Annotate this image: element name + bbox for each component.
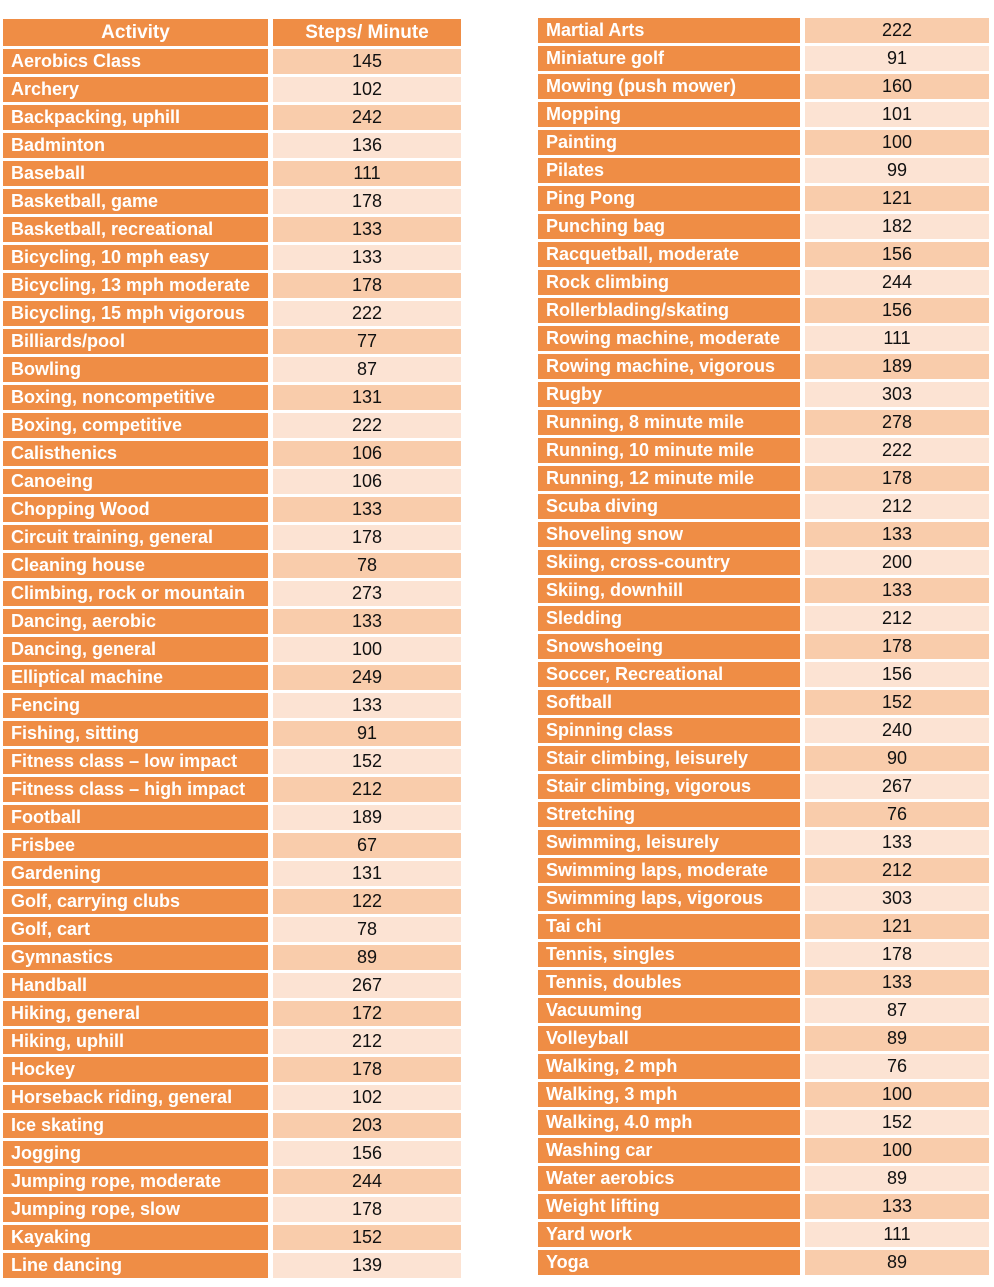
activity-cell: Water aerobics — [538, 1166, 800, 1191]
steps-cell: 240 — [805, 718, 989, 743]
table-row — [3, 861, 461, 886]
activity-cell: Football — [3, 805, 268, 830]
activity-cell: Handball — [3, 973, 268, 998]
activity-cell: Softball — [538, 690, 800, 715]
table-row — [538, 1026, 989, 1051]
activity-cell: Boxing, noncompetitive — [3, 385, 268, 410]
activity-cell: Skiing, downhill — [538, 578, 800, 603]
steps-cell: 156 — [273, 1141, 461, 1166]
table-row — [538, 1166, 989, 1191]
activity-cell: Jogging — [3, 1141, 268, 1166]
steps-cell: 222 — [273, 301, 461, 326]
table-row — [3, 749, 461, 774]
table-row — [538, 662, 989, 687]
steps-cell: 178 — [805, 466, 989, 491]
steps-cell: 156 — [805, 242, 989, 267]
activity-cell: Hiking, uphill — [3, 1029, 268, 1054]
activity-cell: Kayaking — [3, 1225, 268, 1250]
steps-cell: 121 — [805, 186, 989, 211]
activity-cell: Dancing, aerobic — [3, 609, 268, 634]
steps-cell: 102 — [273, 77, 461, 102]
table-row — [3, 1113, 461, 1138]
activity-cell: Swimming, leisurely — [538, 830, 800, 855]
table-row — [3, 385, 461, 410]
table-row — [3, 917, 461, 942]
activity-cell: Jumping rope, moderate — [3, 1169, 268, 1194]
activity-cell: Tennis, doubles — [538, 970, 800, 995]
activity-cell: Weight lifting — [538, 1194, 800, 1219]
table-row — [3, 245, 461, 270]
steps-cell: 122 — [273, 889, 461, 914]
steps-cell: 178 — [805, 942, 989, 967]
table-row — [3, 357, 461, 382]
activity-cell: Line dancing — [3, 1253, 268, 1278]
activity-cell: Racquetball, moderate — [538, 242, 800, 267]
table-row — [538, 606, 989, 631]
steps-cell: 89 — [273, 945, 461, 970]
steps-cell: 78 — [273, 553, 461, 578]
steps-cell: 102 — [273, 1085, 461, 1110]
activity-cell: Bowling — [3, 357, 268, 382]
activity-cell: Hiking, general — [3, 1001, 268, 1026]
table-row — [538, 886, 989, 911]
steps-cell: 133 — [805, 578, 989, 603]
table-row — [538, 74, 989, 99]
table-row — [3, 1057, 461, 1082]
table-row — [538, 550, 989, 575]
steps-cell: 121 — [805, 914, 989, 939]
activity-cell: Vacuuming — [538, 998, 800, 1023]
table-row — [538, 186, 989, 211]
activity-cell: Rowing machine, moderate — [538, 326, 800, 351]
activity-cell: Volleyball — [538, 1026, 800, 1051]
table-row — [3, 833, 461, 858]
table-row — [538, 466, 989, 491]
table-row — [3, 609, 461, 634]
activity-cell: Jumping rope, slow — [3, 1197, 268, 1222]
steps-cell: 189 — [805, 354, 989, 379]
activity-cell: Scuba diving — [538, 494, 800, 519]
steps-cell: 156 — [805, 662, 989, 687]
steps-cell: 133 — [273, 245, 461, 270]
activity-cell: Washing car — [538, 1138, 800, 1163]
steps-cell: 133 — [273, 693, 461, 718]
table-row — [538, 1194, 989, 1219]
activity-cell: Soccer, Recreational — [538, 662, 800, 687]
table-row — [538, 914, 989, 939]
steps-cell: 76 — [805, 1054, 989, 1079]
activity-cell: Basketball, recreational — [3, 217, 268, 242]
activity-cell: Swimming laps, moderate — [538, 858, 800, 883]
table-row — [3, 973, 461, 998]
table-row — [538, 242, 989, 267]
table-row — [538, 774, 989, 799]
activity-cell: Dancing, general — [3, 637, 268, 662]
activity-cell: Ice skating — [3, 1113, 268, 1138]
left-table-body — [3, 49, 461, 1278]
table-row — [3, 665, 461, 690]
table-row — [538, 102, 989, 127]
steps-cell: 244 — [805, 270, 989, 295]
steps-cell: 106 — [273, 469, 461, 494]
steps-cell: 178 — [273, 525, 461, 550]
table-row — [538, 634, 989, 659]
activity-cell: Painting — [538, 130, 800, 155]
steps-cell: 111 — [273, 161, 461, 186]
activity-cell: Aerobics Class — [3, 49, 268, 74]
table-row — [3, 553, 461, 578]
table-row — [538, 46, 989, 71]
table-row — [538, 690, 989, 715]
activity-cell: Fitness class – low impact — [3, 749, 268, 774]
activity-cell: Ping Pong — [538, 186, 800, 211]
steps-cell: 178 — [273, 1057, 461, 1082]
activity-cell: Running, 12 minute mile — [538, 466, 800, 491]
activity-cell: Yoga — [538, 1250, 800, 1275]
activity-cell: Gardening — [3, 861, 268, 886]
steps-cell: 99 — [805, 158, 989, 183]
steps-cell: 178 — [273, 189, 461, 214]
table-row — [538, 382, 989, 407]
table-row — [3, 525, 461, 550]
right-table-body — [538, 18, 989, 1275]
activity-cell: Walking, 3 mph — [538, 1082, 800, 1107]
steps-column-header: Steps/ Minute — [273, 19, 461, 46]
steps-cell: 278 — [805, 410, 989, 435]
steps-cell: 89 — [805, 1250, 989, 1275]
steps-cell: 87 — [273, 357, 461, 382]
steps-table-right — [533, 15, 994, 1278]
activity-cell: Stair climbing, leisurely — [538, 746, 800, 771]
activity-cell: Boxing, competitive — [3, 413, 268, 438]
activity-cell: Golf, cart — [3, 917, 268, 942]
activity-cell: Baseball — [3, 161, 268, 186]
table-row — [538, 18, 989, 43]
steps-cell: 178 — [273, 273, 461, 298]
steps-cell: 90 — [805, 746, 989, 771]
steps-cell: 111 — [805, 326, 989, 351]
steps-cell: 189 — [273, 805, 461, 830]
steps-cell: 212 — [273, 1029, 461, 1054]
steps-cell: 242 — [273, 105, 461, 130]
steps-cell: 178 — [273, 1197, 461, 1222]
activity-cell: Stair climbing, vigorous — [538, 774, 800, 799]
steps-cell: 152 — [273, 749, 461, 774]
activity-cell: Walking, 2 mph — [538, 1054, 800, 1079]
table-row — [538, 158, 989, 183]
steps-cell: 267 — [805, 774, 989, 799]
activity-cell: Frisbee — [3, 833, 268, 858]
activity-cell: Canoeing — [3, 469, 268, 494]
steps-cell: 172 — [273, 1001, 461, 1026]
steps-cell: 87 — [805, 998, 989, 1023]
activity-cell: Swimming laps, vigorous — [538, 886, 800, 911]
table-row — [538, 1110, 989, 1135]
activity-cell: Circuit training, general — [3, 525, 268, 550]
activity-cell: Sledding — [538, 606, 800, 631]
table-row — [538, 270, 989, 295]
table-row — [3, 945, 461, 970]
table-row — [3, 777, 461, 802]
steps-cell: 89 — [805, 1026, 989, 1051]
table-row — [538, 298, 989, 323]
activity-cell: Horseback riding, general — [3, 1085, 268, 1110]
table-row — [3, 1001, 461, 1026]
steps-cell: 133 — [273, 217, 461, 242]
steps-cell: 182 — [805, 214, 989, 239]
table-row — [538, 858, 989, 883]
table-row — [3, 301, 461, 326]
table-row — [3, 889, 461, 914]
steps-cell: 203 — [273, 1113, 461, 1138]
steps-cell: 139 — [273, 1253, 461, 1278]
steps-cell: 100 — [805, 1082, 989, 1107]
steps-cell: 89 — [805, 1166, 989, 1191]
activity-cell: Badminton — [3, 133, 268, 158]
table-row — [3, 1029, 461, 1054]
table-row — [538, 802, 989, 827]
table-row — [538, 1138, 989, 1163]
activity-cell: Skiing, cross-country — [538, 550, 800, 575]
steps-cell: 152 — [805, 690, 989, 715]
activity-cell: Pilates — [538, 158, 800, 183]
activity-cell: Golf, carrying clubs — [3, 889, 268, 914]
table-row — [538, 998, 989, 1023]
steps-cell: 200 — [805, 550, 989, 575]
table-row — [538, 214, 989, 239]
table-row — [538, 1082, 989, 1107]
steps-cell: 76 — [805, 802, 989, 827]
activity-cell: Rugby — [538, 382, 800, 407]
activity-cell: Calisthenics — [3, 441, 268, 466]
steps-cell: 100 — [805, 1138, 989, 1163]
steps-cell: 145 — [273, 49, 461, 74]
steps-cell: 152 — [273, 1225, 461, 1250]
activity-cell: Backpacking, uphill — [3, 105, 268, 130]
table-row — [3, 133, 461, 158]
table-row — [538, 522, 989, 547]
steps-cell: 91 — [805, 46, 989, 71]
steps-cell: 273 — [273, 581, 461, 606]
table-row — [3, 77, 461, 102]
table-row — [538, 718, 989, 743]
activity-cell: Fencing — [3, 693, 268, 718]
activity-cell: Running, 8 minute mile — [538, 410, 800, 435]
table-row — [3, 49, 461, 74]
steps-cell: 133 — [805, 522, 989, 547]
table-row — [3, 693, 461, 718]
table-row — [538, 942, 989, 967]
activity-cell: Running, 10 minute mile — [538, 438, 800, 463]
steps-cell: 212 — [805, 494, 989, 519]
steps-cell: 212 — [805, 858, 989, 883]
table-row — [538, 830, 989, 855]
steps-cell: 136 — [273, 133, 461, 158]
steps-cell: 212 — [273, 777, 461, 802]
steps-cell: 106 — [273, 441, 461, 466]
activity-cell: Bicycling, 10 mph easy — [3, 245, 268, 270]
table-row — [3, 721, 461, 746]
table-row — [3, 329, 461, 354]
activity-cell: Archery — [3, 77, 268, 102]
activity-cell: Mopping — [538, 102, 800, 127]
table-row — [538, 326, 989, 351]
activity-cell: Hockey — [3, 1057, 268, 1082]
activity-cell: Martial Arts — [538, 18, 800, 43]
activity-cell: Spinning class — [538, 718, 800, 743]
activity-cell: Snowshoeing — [538, 634, 800, 659]
steps-cell: 222 — [805, 438, 989, 463]
activity-cell: Bicycling, 13 mph moderate — [3, 273, 268, 298]
activity-cell: Chopping Wood — [3, 497, 268, 522]
steps-cell: 67 — [273, 833, 461, 858]
activity-cell: Climbing, rock or mountain — [3, 581, 268, 606]
steps-cell: 131 — [273, 861, 461, 886]
steps-cell: 152 — [805, 1110, 989, 1135]
table-row — [3, 469, 461, 494]
activity-cell: Tai chi — [538, 914, 800, 939]
table-row — [3, 441, 461, 466]
table-row — [3, 413, 461, 438]
steps-cell: 77 — [273, 329, 461, 354]
steps-cell: 303 — [805, 382, 989, 407]
table-row — [3, 637, 461, 662]
activity-cell: Walking, 4.0 mph — [538, 1110, 800, 1135]
table-row — [3, 1085, 461, 1110]
steps-cell: 133 — [805, 1194, 989, 1219]
steps-cell: 111 — [805, 1222, 989, 1247]
activity-cell: Tennis, singles — [538, 942, 800, 967]
steps-cell: 133 — [273, 497, 461, 522]
table-row — [3, 1141, 461, 1166]
steps-cell: 133 — [805, 830, 989, 855]
activity-cell: Yard work — [538, 1222, 800, 1247]
table-row — [3, 1253, 461, 1278]
activity-cell: Rollerblading/skating — [538, 298, 800, 323]
activity-cell: Rock climbing — [538, 270, 800, 295]
activity-cell: Fishing, sitting — [3, 721, 268, 746]
steps-cell: 249 — [273, 665, 461, 690]
activity-cell: Shoveling snow — [538, 522, 800, 547]
table-row — [3, 497, 461, 522]
activity-cell: Mowing (push mower) — [538, 74, 800, 99]
table-row — [538, 1222, 989, 1247]
steps-cell: 156 — [805, 298, 989, 323]
activity-cell: Fitness class – high impact — [3, 777, 268, 802]
table-row — [538, 1054, 989, 1079]
activity-cell: Basketball, game — [3, 189, 268, 214]
steps-cell: 91 — [273, 721, 461, 746]
table-row — [538, 354, 989, 379]
activity-cell: Billiards/pool — [3, 329, 268, 354]
table-row — [538, 970, 989, 995]
steps-cell: 267 — [273, 973, 461, 998]
activity-cell: Rowing machine, vigorous — [538, 354, 800, 379]
table-row — [3, 1197, 461, 1222]
steps-cell: 78 — [273, 917, 461, 942]
activity-cell: Elliptical machine — [3, 665, 268, 690]
activity-column-header: Activity — [3, 19, 268, 46]
steps-table-left — [0, 16, 466, 1281]
table-row — [3, 105, 461, 130]
activity-cell: Bicycling, 15 mph vigorous — [3, 301, 268, 326]
table-row — [538, 494, 989, 519]
header-row — [3, 19, 461, 46]
table-row — [3, 217, 461, 242]
steps-cell: 131 — [273, 385, 461, 410]
steps-cell: 133 — [805, 970, 989, 995]
table-row — [538, 1250, 989, 1275]
table-row — [3, 161, 461, 186]
steps-cell: 212 — [805, 606, 989, 631]
steps-cell: 100 — [805, 130, 989, 155]
table-row — [3, 273, 461, 298]
activity-cell: Cleaning house — [3, 553, 268, 578]
steps-cell: 303 — [805, 886, 989, 911]
steps-cell: 100 — [273, 637, 461, 662]
activity-cell: Punching bag — [538, 214, 800, 239]
activity-cell: Miniature golf — [538, 46, 800, 71]
activity-cell: Stretching — [538, 802, 800, 827]
steps-cell: 133 — [273, 609, 461, 634]
steps-cell: 244 — [273, 1169, 461, 1194]
table-row — [3, 189, 461, 214]
table-row — [538, 130, 989, 155]
activity-cell: Gymnastics — [3, 945, 268, 970]
steps-cell: 222 — [273, 413, 461, 438]
table-row — [3, 581, 461, 606]
table-row — [538, 746, 989, 771]
table-row — [538, 438, 989, 463]
table-row — [538, 410, 989, 435]
table-row — [3, 805, 461, 830]
table-row — [538, 578, 989, 603]
steps-cell: 178 — [805, 634, 989, 659]
table-row — [3, 1169, 461, 1194]
steps-cell: 160 — [805, 74, 989, 99]
steps-cell: 101 — [805, 102, 989, 127]
table-row — [3, 1225, 461, 1250]
steps-cell: 222 — [805, 18, 989, 43]
